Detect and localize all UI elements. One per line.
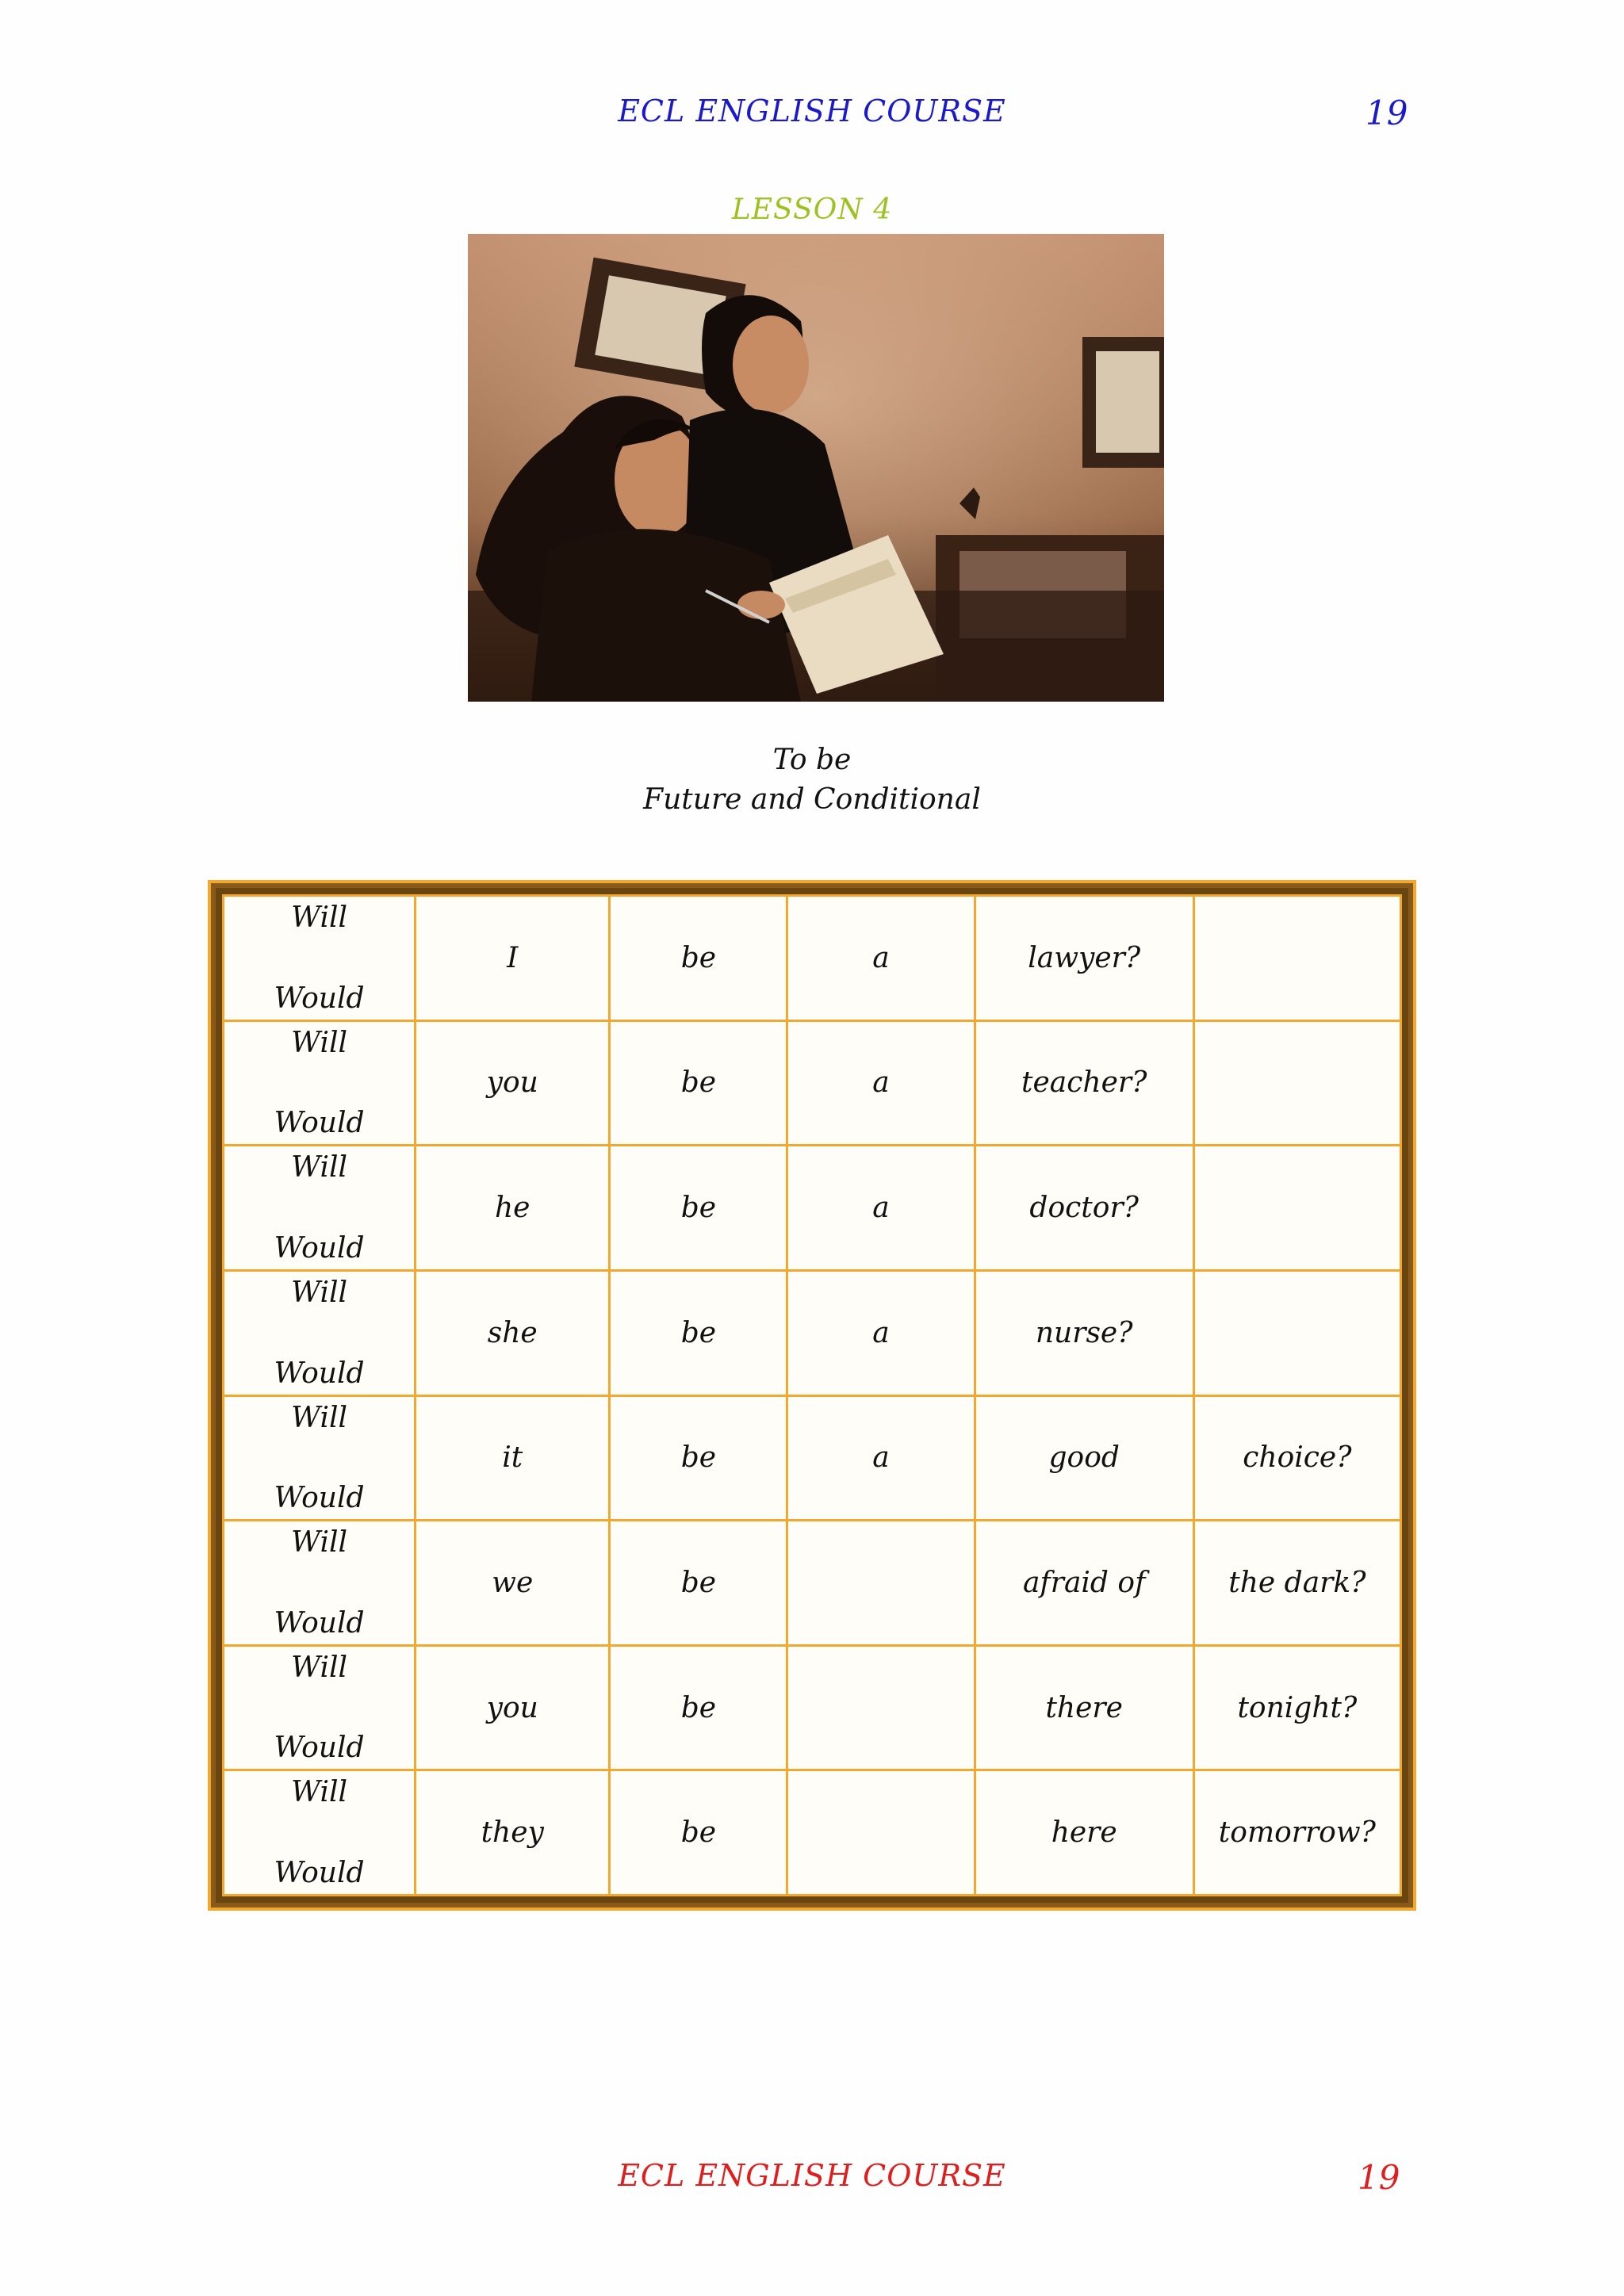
modal-cell <box>224 1270 416 1395</box>
table-cell: choice? <box>1193 1395 1400 1521</box>
table-cell: be <box>610 1521 787 1646</box>
table-cell: tonight? <box>1193 1645 1400 1770</box>
table-cell: nurse? <box>975 1270 1193 1395</box>
table-row <box>224 1146 1401 1271</box>
modal-cell <box>224 896 416 1021</box>
table-row <box>224 1770 1401 1896</box>
table-row <box>224 1020 1401 1146</box>
table-cell: teacher? <box>975 1020 1193 1146</box>
table-cell: good <box>975 1395 1193 1521</box>
modal-would: Would <box>274 1482 365 1515</box>
table-cell <box>1193 896 1400 1021</box>
table-cell: a <box>787 1020 975 1146</box>
table-cell <box>1193 1146 1400 1271</box>
footer-title: ECL ENGLISH COURSE <box>618 2158 1006 2193</box>
table-cell: here <box>975 1770 1193 1896</box>
table-cell: be <box>610 1395 787 1521</box>
table-cell: tomorrow? <box>1193 1770 1400 1896</box>
office-photo <box>468 234 1164 702</box>
header-title: ECL ENGLISH COURSE <box>618 94 1006 128</box>
modal-would: Would <box>274 1231 365 1265</box>
table-cell: be <box>610 1770 787 1896</box>
table-row <box>224 1645 1401 1770</box>
table-row <box>224 1521 1401 1646</box>
table-cell: a <box>787 1395 975 1521</box>
modal-would: Would <box>274 1107 365 1140</box>
table-cell: lawyer? <box>975 896 1193 1021</box>
modal-would: Would <box>274 1357 365 1390</box>
modal-cell <box>224 1521 416 1646</box>
modal-will: Will <box>291 1776 348 1809</box>
table-cell: it <box>416 1395 610 1521</box>
table-cell <box>787 1770 975 1896</box>
table-cell: we <box>416 1521 610 1646</box>
modal-would: Would <box>274 1732 365 1765</box>
table-cell: they <box>416 1770 610 1896</box>
modal-will: Will <box>291 1401 348 1434</box>
subtitle-line-1: To be <box>772 744 852 776</box>
grammar-table <box>222 894 1402 1896</box>
modal-will: Will <box>291 1651 348 1684</box>
table-cell: he <box>416 1146 610 1271</box>
header-page-number: 19 <box>1365 94 1408 132</box>
lesson-title: LESSON 4 <box>731 193 893 226</box>
table-cell: be <box>610 1645 787 1770</box>
modal-cell <box>224 1770 416 1896</box>
table-cell: you <box>416 1020 610 1146</box>
table-cell: a <box>787 896 975 1021</box>
table-cell: the dark? <box>1193 1521 1400 1646</box>
table-cell: be <box>610 1146 787 1271</box>
modal-cell <box>224 1020 416 1146</box>
table-cell <box>1193 1270 1400 1395</box>
table-cell: you <box>416 1645 610 1770</box>
modal-will: Will <box>291 1026 348 1059</box>
table-cell: a <box>787 1146 975 1271</box>
modal-would: Would <box>274 1606 365 1640</box>
table-cell <box>787 1521 975 1646</box>
table-row <box>224 1395 1401 1521</box>
table-cell: afraid of <box>975 1521 1193 1646</box>
modal-will: Will <box>291 901 348 934</box>
modal-cell <box>224 1395 416 1521</box>
table-cell: a <box>787 1270 975 1395</box>
table-cell: she <box>416 1270 610 1395</box>
table-cell: I <box>416 896 610 1021</box>
table-cell <box>1193 1020 1400 1146</box>
table-cell: be <box>610 1020 787 1146</box>
modal-will: Will <box>291 1526 348 1559</box>
table-cell: be <box>610 1270 787 1395</box>
grammar-table-frame <box>208 880 1416 1911</box>
table-cell: be <box>610 896 787 1021</box>
subtitle-line-2: Future and Conditional <box>643 783 981 816</box>
modal-will: Will <box>291 1151 348 1184</box>
table-cell: doctor? <box>975 1146 1193 1271</box>
table-row <box>224 1270 1401 1395</box>
table-cell: there <box>975 1645 1193 1770</box>
footer-page-number: 19 <box>1358 2158 1400 2197</box>
modal-would: Would <box>274 982 365 1015</box>
modal-cell <box>224 1645 416 1770</box>
modal-cell <box>224 1146 416 1271</box>
modal-will: Will <box>291 1276 348 1309</box>
table-cell <box>787 1645 975 1770</box>
table-row <box>224 896 1401 1021</box>
modal-would: Would <box>274 1857 365 1889</box>
